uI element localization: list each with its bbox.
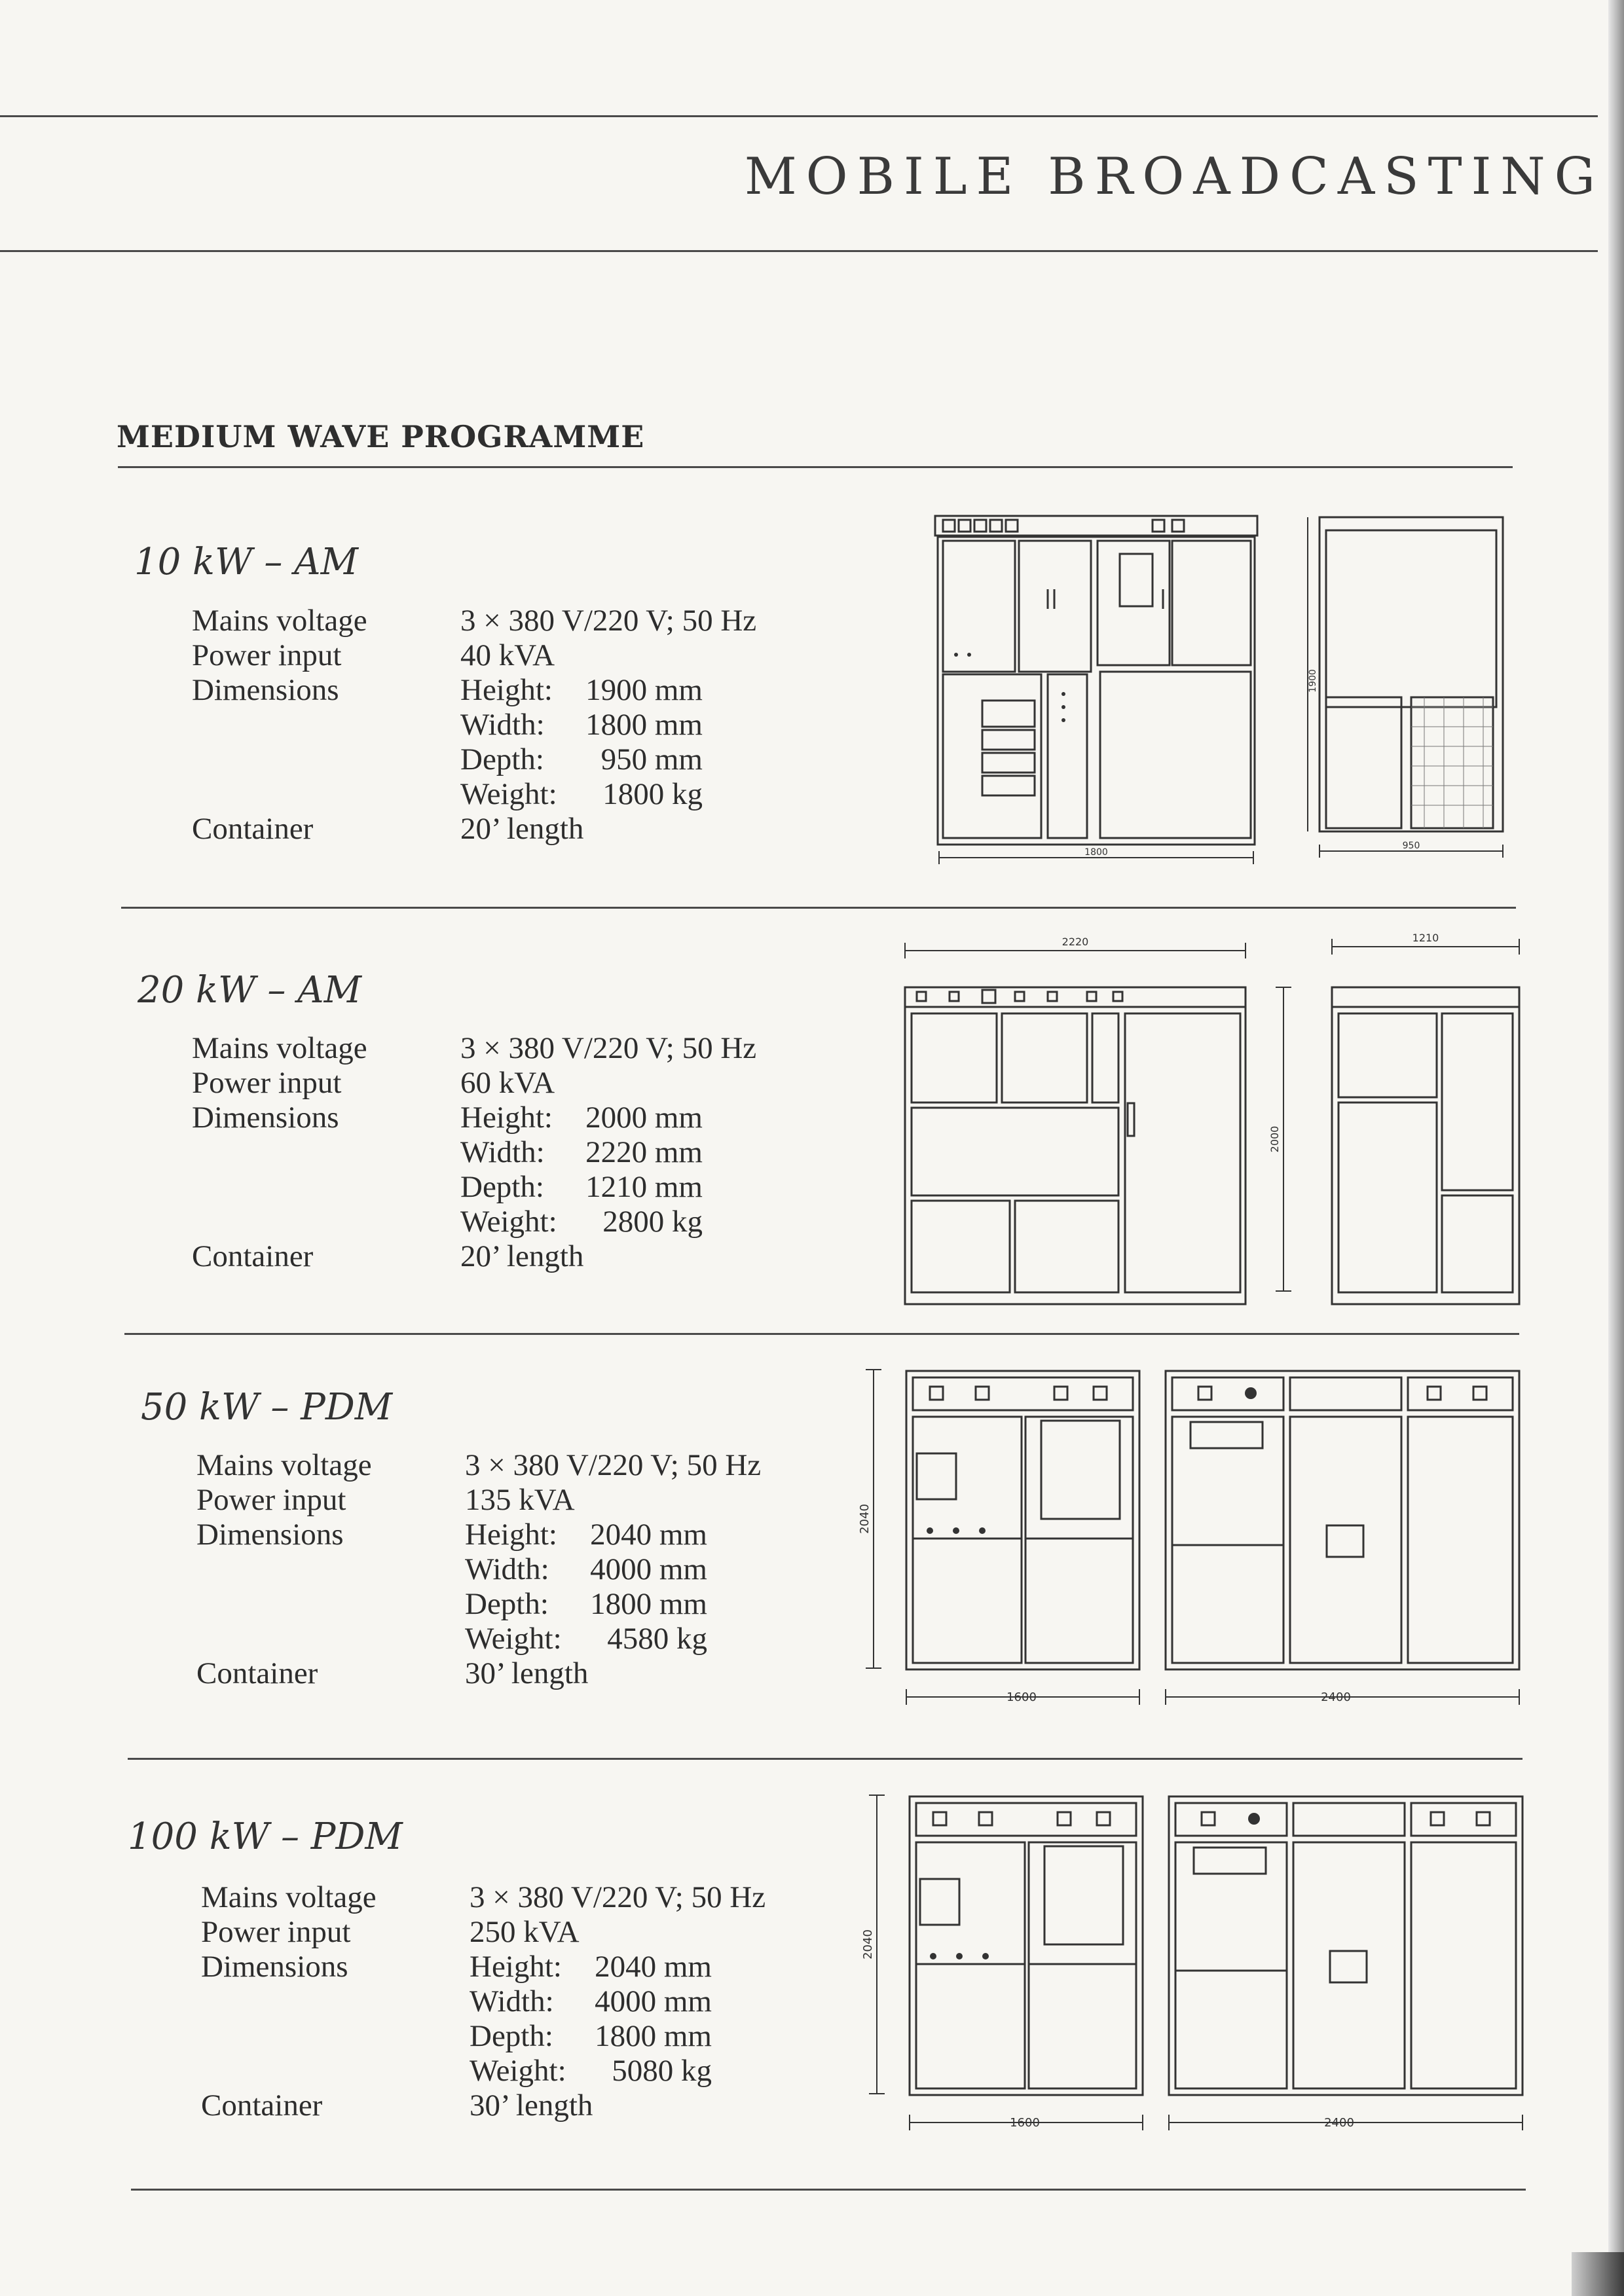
programme-title: 50 kW – PDM [141,1386,393,1429]
power-value: 135 kVA [465,1483,575,1517]
weight-label: Weight: [470,2054,566,2088]
depth-label: Depth: [465,1587,549,1621]
height-label: Height: [460,1101,553,1135]
weight-label: Weight: [465,1622,562,1656]
container-label: Container [201,2088,323,2123]
container-value: 30’ length [465,1656,589,1690]
height-label: Height: [460,673,553,707]
mains-value: 3 × 380 V/220 V; 50 Hz [470,1880,766,1914]
cabinet-drawing-pdm [861,1787,1529,2144]
container-value: 20’ length [460,1239,584,1273]
mains-value: 3 × 380 V/220 V; 50 Hz [465,1448,762,1482]
mains-label: Mains voltage [201,1880,377,1914]
cabinet-drawing-side [1270,930,1532,1303]
drawing-width-label: 1800 [1084,847,1108,858]
weight-value: 4580 kg [607,1622,707,1656]
section-title: MEDIUM WAVE PROGRAMME [117,419,645,454]
cabinet-drawing-front [897,930,1264,1303]
programme-divider [124,1333,1519,1335]
programme-title: 20 kW – AM [138,969,361,1011]
container-label: Container [196,1656,318,1690]
height-value: 2000 mm [585,1101,703,1135]
programme-title: 10 kW – AM [134,541,358,583]
depth-value: 1800 mm [590,1587,707,1621]
programme-divider [121,907,1516,909]
page-corner-shadow [1572,2252,1624,2296]
dimensions-label: Dimensions [192,673,339,707]
cabinet-drawing-pdm [858,1362,1526,1719]
header-rule-bottom [0,250,1598,252]
cabinet-drawing-front [930,511,1270,877]
power-label: Power input [196,1483,346,1517]
drawing-width-label: 1600 [1010,2116,1040,2130]
spec-table [201,1880,766,2123]
header-rule-top [0,115,1598,117]
weight-label: Weight: [460,1205,557,1239]
drawing-height-label: 2040 [861,1929,875,1959]
power-label: Power input [192,638,342,672]
depth-label: Depth: [460,1170,544,1204]
mains-label: Mains voltage [192,1031,367,1065]
height-value: 2040 mm [590,1518,707,1552]
spec-table [196,1448,761,1691]
width-label: Width: [460,1135,545,1169]
page-title: MOBILE BROADCASTING [744,147,1604,206]
cabinet-drawing-side [1300,511,1522,877]
width-value: 4000 mm [595,1984,712,2018]
dimensions-label: Dimensions [201,1950,348,1984]
drawing-width-label: 1600 [1006,1690,1037,1704]
height-label: Height: [470,1950,562,1984]
weight-label: Weight: [460,777,557,811]
height-value: 1900 mm [585,673,703,707]
power-label: Power input [192,1066,342,1100]
weight-value: 2800 kg [602,1205,703,1239]
depth-value: 950 mm [600,742,703,776]
power-value: 60 kVA [460,1066,555,1100]
power-label: Power input [201,1915,351,1949]
spec-table [192,604,756,847]
drawing-height-label: 2000 [1268,1125,1281,1153]
depth-label: Depth: [470,2019,553,2053]
power-value: 40 kVA [460,638,555,672]
width-label: Width: [470,1984,554,2018]
height-label: Height: [465,1518,557,1552]
dimensions-label: Dimensions [192,1101,339,1135]
height-value: 2040 mm [595,1950,712,1984]
drawing-depth-label: 950 [1402,841,1420,851]
width-label: Width: [460,708,545,742]
programme-divider [128,1758,1522,1760]
drawing-depth-label: 1210 [1412,932,1439,944]
depth-value: 1210 mm [585,1170,703,1204]
drawing-width-label: 2400 [1324,2116,1354,2130]
page-edge-shadow [1608,0,1624,2296]
width-value: 2220 mm [585,1135,703,1169]
container-label: Container [192,1239,314,1273]
weight-value: 1800 kg [602,777,703,811]
drawing-height-label: 2040 [858,1504,872,1534]
programme-title: 100 kW – PDM [128,1815,403,1858]
drawing-height-label: 1900 [1308,669,1318,693]
container-value: 20’ length [460,812,584,846]
width-value: 4000 mm [590,1552,707,1586]
depth-value: 1800 mm [595,2019,712,2053]
drawing-width-label: 2220 [1061,936,1089,948]
dimensions-label: Dimensions [196,1518,344,1552]
width-label: Width: [465,1552,549,1586]
weight-value: 5080 kg [612,2054,712,2088]
section-rule [118,466,1513,468]
container-label: Container [192,812,314,846]
mains-label: Mains voltage [192,604,367,638]
depth-label: Depth: [460,742,544,776]
programme-divider [131,2189,1526,2191]
drawing-width-label: 2400 [1321,1690,1351,1704]
power-value: 250 kVA [470,1915,580,1949]
container-value: 30’ length [470,2088,593,2123]
mains-value: 3 × 380 V/220 V; 50 Hz [460,604,757,638]
mains-label: Mains voltage [196,1448,372,1482]
width-value: 1800 mm [585,708,703,742]
spec-table [192,1031,756,1274]
mains-value: 3 × 380 V/220 V; 50 Hz [460,1031,757,1065]
